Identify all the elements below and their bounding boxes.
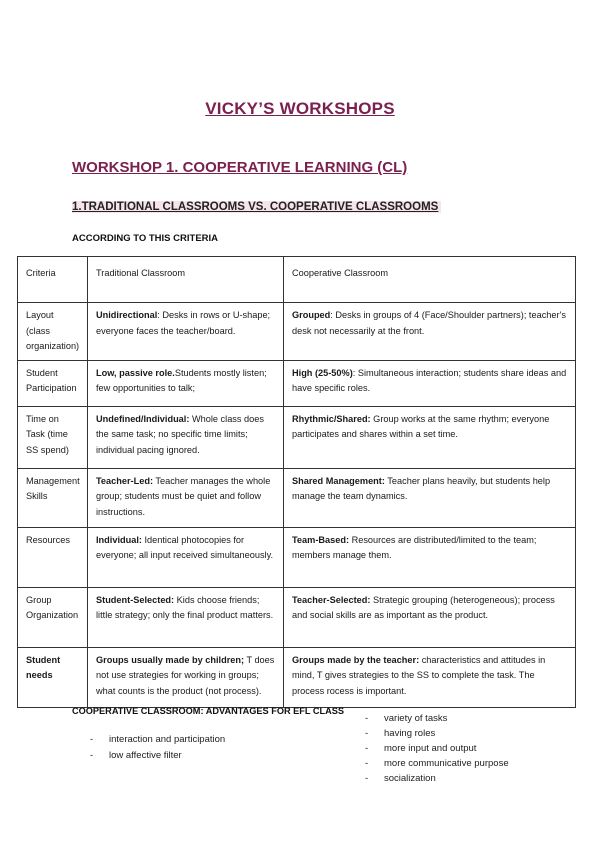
cooperative-cell: [284, 587, 576, 647]
advantages-heading: COOPERATIVE CLASSROOM: ADVANTAGES FOR EFL CLASS: [72, 706, 345, 716]
cooperative-cell: [284, 303, 576, 361]
criteria-cell: [18, 647, 88, 707]
traditional-key: Undefined/Individual:: [96, 413, 190, 424]
criteria-cell: Layout (class organization): [18, 303, 88, 361]
list-item: - interaction and participation: [90, 732, 225, 748]
table-header-row: [18, 257, 576, 303]
cooperative-desc: Teacher plans heavily, but students help manage the team dynamics.: [292, 475, 551, 501]
table-row: [18, 303, 576, 361]
list-item: - socialization: [365, 771, 509, 786]
list-item: - low affective filter: [90, 748, 225, 764]
traditional-cell: [88, 587, 284, 647]
traditional-desc: Identical photocopies for everyone; all input received simultaneously.: [96, 534, 274, 560]
table-row: [18, 468, 576, 527]
cooperative-key: Grouped: [292, 310, 331, 320]
list-item: - more input and output: [365, 741, 509, 756]
header-criteria: Criteria: [18, 257, 88, 303]
header-traditional: Traditional Classroom: [88, 257, 284, 303]
cooperative-desc: characteristics and attitudes in mind, T gives strategies to the SS to complete the task. The process rocess is important.: [292, 654, 546, 696]
workshop-title: WORKSHOP 1. COOPERATIVE LEARNING (CL): [72, 159, 408, 176]
cooperative-cell: [284, 527, 576, 587]
header-cooperative: Cooperative Classroom: [284, 257, 576, 303]
cooperative-key: Groups made by the teacher:: [292, 654, 420, 665]
cooperative-key: Rhythmic/Shared:: [292, 413, 371, 424]
traditional-cell: [88, 303, 284, 361]
cooperative-key: Team-Based:: [292, 534, 350, 545]
cooperative-desc: Resources are distributed/limited to the team; members manage them.: [292, 534, 537, 560]
table-row: [18, 406, 576, 468]
section-heading: 1.TRADITIONAL CLASSROOMS VS. COOPERATIVE CLASSROOMS: [72, 201, 441, 213]
table-row: [18, 527, 576, 587]
criteria-note: ACCORDING TO THIS CRITERIA: [72, 233, 219, 244]
traditional-desc: : Desks in rows or U-shape; everyone faces the teacher/board.: [96, 310, 271, 336]
cooperative-desc: Group works at the same rhythm; everyone participates and shares within a set time.: [292, 413, 550, 439]
cooperative-cell: [284, 647, 576, 707]
advantages-list-left: [90, 732, 225, 764]
cooperative-desc: Strategic grouping (heterogeneous); process and social skills are as important as the product.: [292, 594, 555, 620]
traditional-key: Student-Selected:: [96, 594, 175, 605]
cooperative-key: Shared Management:: [292, 475, 385, 486]
traditional-cell: [88, 468, 284, 527]
traditional-cell: [88, 360, 284, 406]
criteria-cell: Student Participation: [18, 360, 88, 406]
cooperative-desc: : Simultaneous interaction; students share ideas and have specific roles.: [292, 367, 567, 393]
list-item: - variety of tasks: [365, 711, 509, 726]
criteria-cell: Management Skills: [18, 468, 88, 527]
traditional-key: Groups usually made by children;: [96, 654, 245, 665]
table-row: [18, 647, 576, 707]
traditional-key: Low, passive role.: [96, 367, 175, 378]
traditional-desc: Teacher manages the whole group; students must be quiet and follow instructions.: [96, 475, 271, 517]
traditional-cell: [88, 527, 284, 587]
traditional-key: Unidirectional: [96, 310, 158, 320]
advantages-list-right: [365, 711, 509, 786]
table-row: [18, 360, 576, 406]
traditional-desc: Kids choose friends; little strategy; only the final product matters.: [96, 594, 274, 620]
cooperative-desc: : Desks in groups of 4 (Face/Shoulder partners); teacher's desk not necessarily at the front.: [292, 310, 566, 336]
criteria-cell: Time on Task (time SS spend): [18, 406, 88, 468]
traditional-desc: Students mostly listen; few opportunities to talk;: [96, 367, 267, 393]
cooperative-cell: [284, 360, 576, 406]
criteria-cell: Resources: [18, 527, 88, 587]
comparison-table: [17, 256, 576, 708]
traditional-key: Individual:: [96, 534, 142, 545]
criteria-cell: Group Organization: [18, 587, 88, 647]
criteria-key: Student needs: [26, 654, 61, 680]
cooperative-key: High (25-50%): [292, 367, 353, 378]
traditional-cell: [88, 647, 284, 707]
traditional-desc: T does not use strategies for working in groups; what counts is the product (not process).: [96, 654, 275, 696]
traditional-key: Teacher-Led:: [96, 475, 154, 486]
table-row: [18, 587, 576, 647]
page-title: VICKY’S WORKSHOPS: [205, 99, 395, 118]
traditional-desc: Whole class does the same task; no specific time limits; individual pacing ignored.: [96, 413, 264, 455]
cooperative-cell: [284, 406, 576, 468]
traditional-cell: [88, 406, 284, 468]
cooperative-cell: [284, 468, 576, 527]
list-item: - having roles: [365, 726, 509, 741]
cooperative-key: Teacher-Selected:: [292, 594, 371, 605]
list-item: - more communicative purpose: [365, 756, 509, 771]
